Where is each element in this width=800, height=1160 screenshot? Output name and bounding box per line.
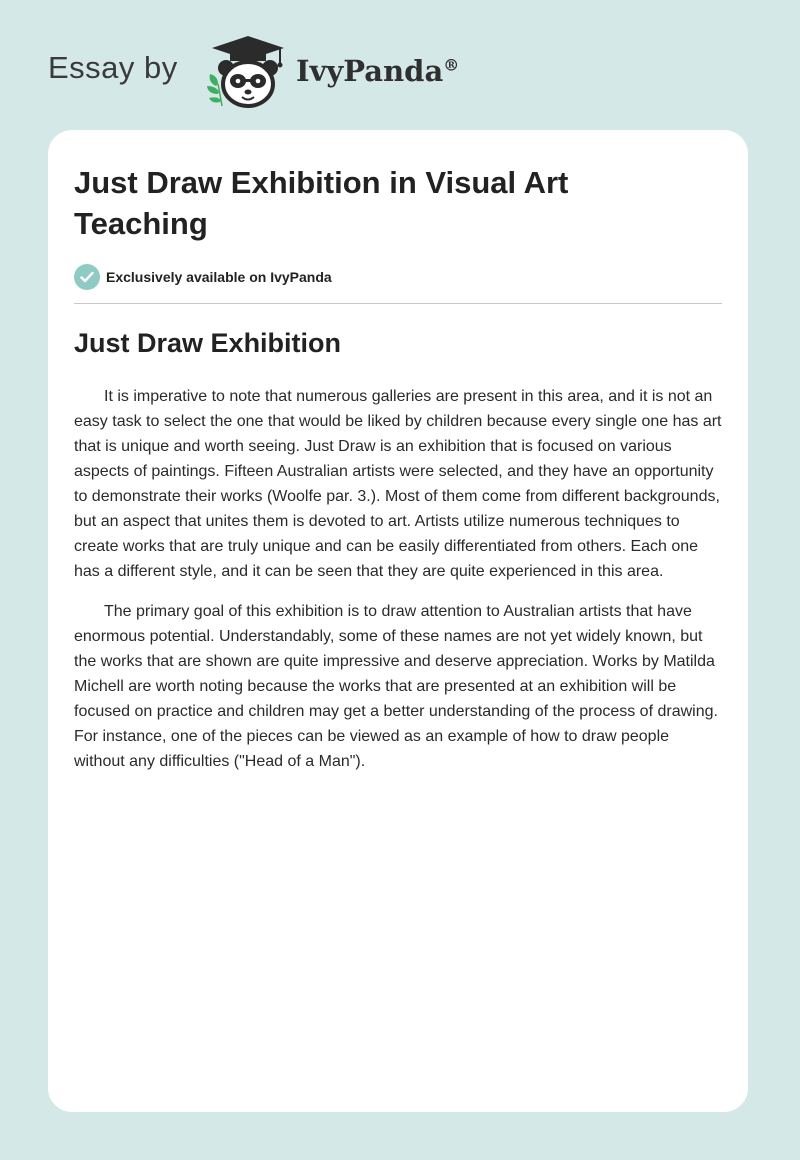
paragraph-2: The primary goal of this exhibition is to draw attention to Australian artists that have enormous potential. Understandably, some of these names are not yet widely known, but the works that are shown are quite impressive and deserve appreciation. Works by Matilda Michell are worth noting because the works that are presented at an exhibition will be focused on practice and children may get a better understanding of the process of drawing. For instance, one of the pieces can be viewed as an example of how to draw people without any difficulties ("Head of a Man").	[74, 603, 718, 770]
exclusive-badge-text: Exclusively available on IvyPanda	[106, 269, 332, 285]
registered-mark: ®	[443, 55, 460, 75]
section-heading: Just Draw Exhibition	[74, 328, 342, 358]
exclusive-badge	[74, 264, 332, 290]
essay-title: Just Draw Exhibition in Visual Art Teaching	[74, 165, 569, 241]
essay-by-label: Essay by	[48, 50, 178, 85]
panda-graduate-logo-icon[interactable]	[202, 34, 294, 110]
check-circle-icon	[74, 264, 100, 290]
essay-card	[48, 130, 748, 1112]
brand-name[interactable]: IvyPanda®	[296, 54, 460, 88]
paragraph-1: It is imperative to note that numerous galleries are present in this area, and it is not an easy task to select the one that would be liked by children because every single one has art that is unique and worth seeing. Just Draw is an exhibition that is focused on various aspects of paintings. Fifteen Australian artists were selected, and they have an opportunity to demonstrate their works (Woolfe par. 3.). Most of them come from different backgrounds, but an aspect that unites them is devoted to art. Artists utilize numerous techniques to create works that are truly unique and can be easily differentiated from others. Each one has a different style, and it can be seen that they are quite experienced in this area.	[74, 388, 722, 580]
site-header	[48, 30, 752, 110]
essay-body	[74, 384, 722, 789]
divider	[74, 303, 722, 304]
